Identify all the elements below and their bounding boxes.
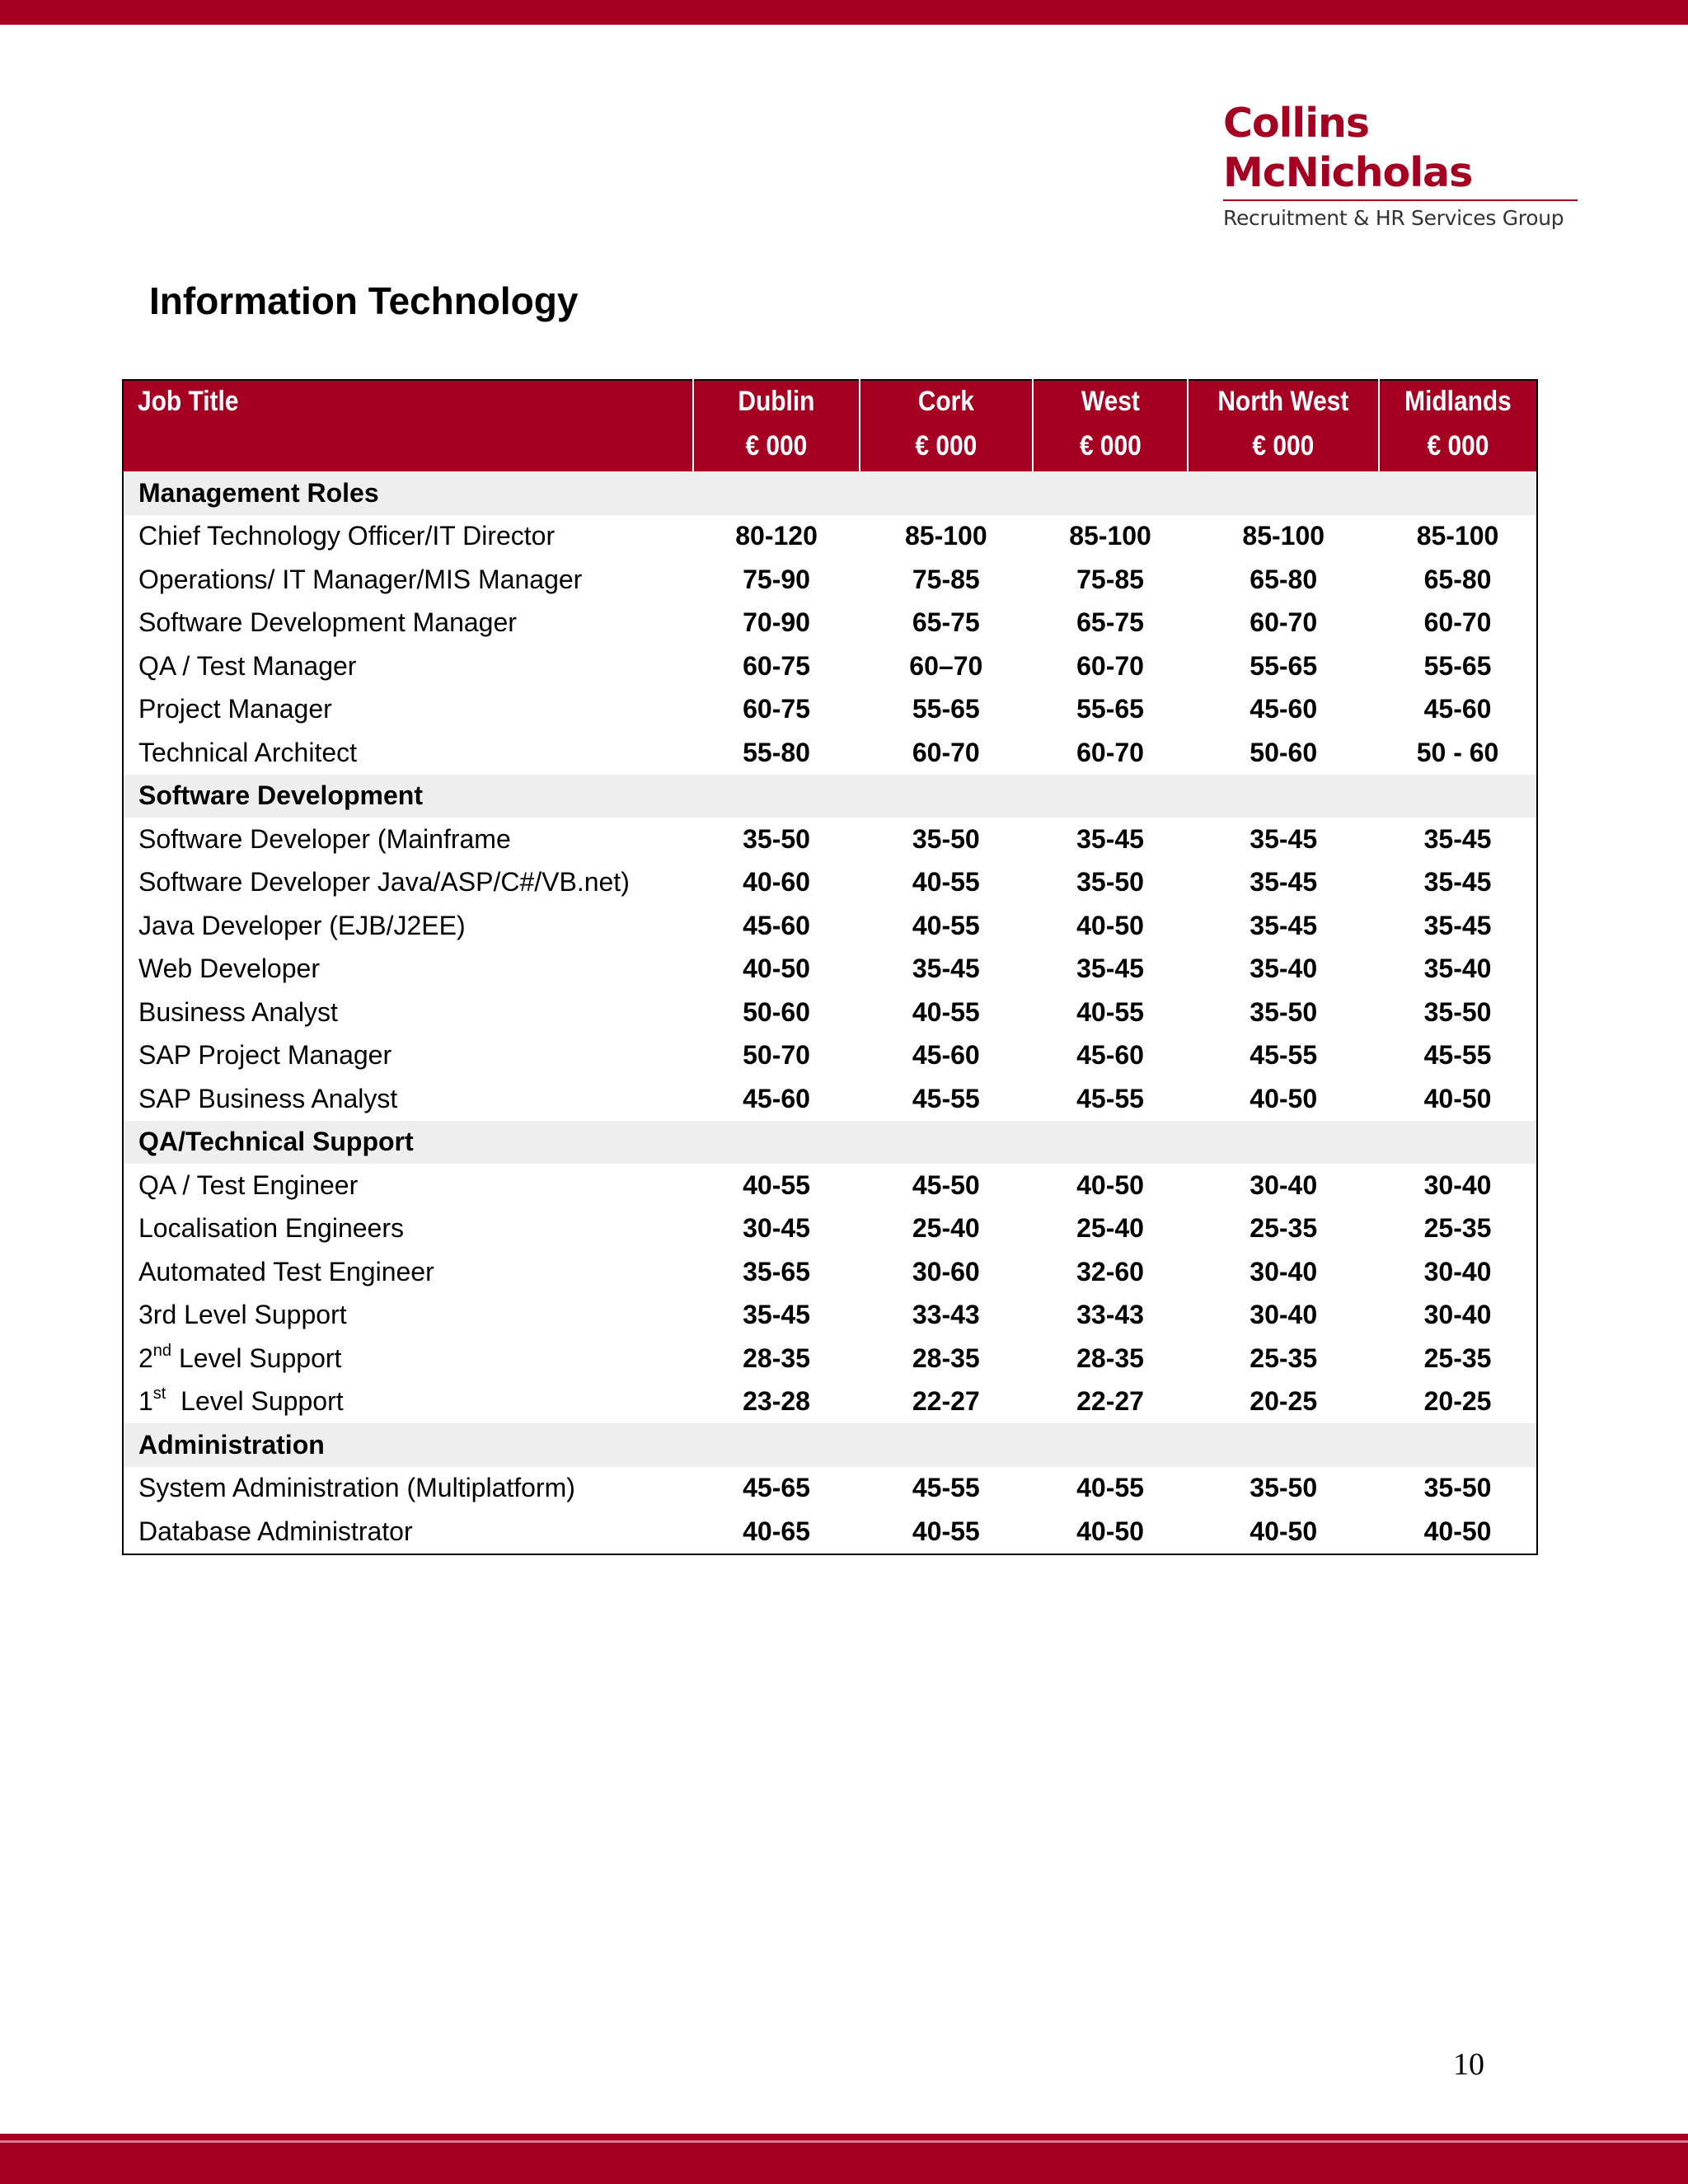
section-heading: QA/Technical Support	[123, 1121, 1537, 1165]
job-title-cell	[123, 731, 693, 775]
logo-underline	[1223, 199, 1578, 201]
salary-range-cell: 40-55	[912, 910, 980, 940]
salary-range-cell: 25-40	[1076, 1213, 1144, 1244]
salary-range-cell: 25-35	[1250, 1213, 1318, 1244]
salary-range-cell: 40-55	[1076, 1473, 1144, 1503]
salary-range-cell: 40-55	[743, 1169, 810, 1200]
job-title-text: QA / Test Engineer	[138, 1169, 359, 1200]
salary-range-cell: 40-50	[1423, 1083, 1492, 1113]
salary-range-cell: 35-45	[1250, 867, 1318, 898]
salary-range-cell: 35-45	[1250, 910, 1318, 940]
job-title-rest: Level Support	[171, 1343, 342, 1373]
job-title-cell	[123, 1380, 693, 1424]
job-title-cell	[123, 1510, 693, 1554]
section-heading: Administration	[123, 1423, 1537, 1467]
table-row	[123, 1510, 1537, 1554]
salary-range-cell: 40-50	[1076, 910, 1144, 940]
column-header-unit: € 000	[745, 430, 808, 462]
table-row	[123, 644, 1537, 688]
salary-range-cell: 65-75	[1076, 607, 1144, 638]
job-title-rest: Level Support	[166, 1386, 344, 1417]
top-color-band	[0, 0, 1688, 25]
ordinal-suffix: st	[152, 1385, 166, 1404]
section-heading: Management Roles	[123, 471, 1537, 515]
column-header-label: Job Title	[138, 386, 239, 417]
column-header-label: Dublin	[738, 386, 815, 417]
job-title-text: Software Developer (Mainframe	[138, 823, 511, 854]
job-title-text: 1	[138, 1386, 153, 1417]
salary-range-cell: 35-45	[1250, 823, 1318, 854]
salary-range-cell: 45-55	[1423, 1040, 1492, 1071]
salary-range-cell: 35-65	[743, 1256, 810, 1286]
salary-range-cell: 40-60	[743, 867, 810, 898]
salary-range-cell: 55-65	[912, 694, 980, 724]
salary-range-cell: 70-90	[743, 607, 810, 638]
job-title-text: Software Developer Java/ASP/C#/VB.net)	[138, 867, 630, 898]
salary-range-cell: 80-120	[735, 521, 818, 551]
job-title-cell	[123, 1207, 693, 1251]
job-title-cell	[123, 602, 693, 645]
company-logo	[1223, 99, 1578, 230]
section-heading: Software Development	[123, 775, 1537, 818]
job-title-text: Technical Architect	[138, 737, 358, 767]
job-title-cell	[123, 991, 693, 1034]
salary-range-cell: 60-70	[912, 737, 980, 767]
salary-range-cell: 40-55	[912, 867, 980, 898]
salary-range-cell: 30-40	[1250, 1256, 1318, 1286]
job-title-cell	[123, 1294, 693, 1338]
salary-range-cell: 25-35	[1423, 1343, 1492, 1373]
salary-range-cell: 35-45	[912, 954, 980, 984]
salary-range-cell: 40-50	[1076, 1516, 1144, 1546]
table-row	[123, 1077, 1537, 1121]
salary-range-cell: 40-55	[1076, 996, 1144, 1027]
logo-brand-name: Collins McNicholas	[1223, 100, 1473, 196]
column-header-unit: € 000	[1079, 430, 1142, 462]
salary-range-cell: 65-80	[1423, 564, 1492, 594]
salary-range-cell: 35-50	[1423, 1473, 1492, 1503]
column-header-region	[1379, 380, 1537, 471]
table-row	[123, 818, 1537, 861]
salary-range-cell: 45-65	[743, 1473, 810, 1503]
job-title-text: System Administration (Multiplatform)	[138, 1473, 575, 1503]
table-row	[123, 1380, 1537, 1424]
column-header-unit: € 000	[1252, 430, 1315, 462]
page-title: Information Technology	[149, 279, 579, 322]
salary-range-cell: 60-70	[1423, 607, 1492, 638]
table-row	[123, 688, 1537, 732]
column-header-unit: € 000	[915, 430, 978, 462]
salary-range-cell: 35-45	[1076, 954, 1144, 984]
salary-range-cell: 85-100	[904, 521, 987, 551]
salary-range-cell: 35-45	[743, 1300, 810, 1330]
salary-range-cell: 20-25	[1423, 1386, 1492, 1417]
column-header-label: North West	[1217, 386, 1349, 417]
column-header-label: West	[1081, 386, 1140, 417]
column-header-region	[1188, 380, 1379, 471]
salary-range-cell: 45-60	[1423, 694, 1492, 724]
salary-range-cell: 33-43	[912, 1300, 980, 1330]
salary-range-cell: 60-70	[1076, 650, 1144, 681]
salary-range-cell: 75-85	[912, 564, 980, 594]
salary-range-cell: 30-45	[743, 1213, 810, 1244]
header-row	[123, 380, 1537, 471]
job-title-text: Database Administrator	[138, 1516, 413, 1546]
salary-range-cell: 35-40	[1250, 954, 1318, 984]
table-row	[123, 991, 1537, 1034]
job-title-cell	[123, 644, 693, 688]
salary-range-cell: 28-35	[1076, 1343, 1144, 1373]
column-header-unit: € 000	[1427, 430, 1489, 462]
salary-range-cell: 85-100	[1242, 521, 1325, 551]
column-header-region	[1033, 380, 1189, 471]
salary-range-cell: 55-80	[743, 737, 810, 767]
table-row	[123, 558, 1537, 602]
job-title-cell	[123, 558, 693, 602]
table-row	[123, 1467, 1537, 1511]
job-title-text: Web Developer	[138, 954, 320, 984]
salary-range-cell: 60-70	[1250, 607, 1318, 638]
salary-range-cell: 35-50	[1250, 1473, 1318, 1503]
salary-range-cell: 45-60	[1250, 694, 1318, 724]
section-row	[123, 775, 1537, 818]
salary-range-cell: 35-50	[912, 823, 980, 854]
salary-range-cell: 65-75	[912, 607, 980, 638]
salary-range-cell: 35-45	[1423, 867, 1492, 898]
section-row	[123, 471, 1537, 515]
salary-range-cell: 55-65	[1250, 650, 1318, 681]
table-row	[123, 1337, 1537, 1380]
salary-range-cell: 50-60	[1250, 737, 1318, 767]
salary-range-cell: 40-50	[1250, 1083, 1318, 1113]
salary-range-cell: 75-90	[743, 564, 810, 594]
job-title-cell	[123, 948, 693, 991]
salary-range-cell: 35-40	[1423, 954, 1492, 984]
salary-range-cell: 35-50	[1250, 996, 1318, 1027]
job-title-cell	[123, 515, 693, 559]
job-title-cell	[123, 861, 693, 905]
job-title-text: Software Development Manager	[138, 607, 517, 638]
job-title-cell	[123, 1164, 693, 1207]
salary-range-cell: 45-60	[912, 1040, 980, 1071]
salary-range-cell: 60–70	[909, 650, 983, 681]
salary-table	[122, 379, 1538, 1555]
job-title-text: Localisation Engineers	[138, 1213, 404, 1244]
salary-range-cell: 45-50	[912, 1169, 980, 1200]
salary-range-cell: 50-60	[743, 996, 810, 1027]
table-row	[123, 861, 1537, 905]
salary-range-cell: 20-25	[1250, 1386, 1318, 1417]
table-row	[123, 1294, 1537, 1338]
job-title-text: SAP Project Manager	[138, 1040, 392, 1071]
column-header-region	[693, 380, 860, 471]
job-title-text: Automated Test Engineer	[138, 1256, 434, 1286]
salary-range-cell: 45-55	[1250, 1040, 1318, 1071]
salary-range-cell: 25-40	[912, 1213, 980, 1244]
salary-range-cell: 40-50	[1250, 1516, 1318, 1546]
salary-range-cell: 45-55	[1076, 1083, 1144, 1113]
table-row	[123, 602, 1537, 645]
salary-range-cell: 30-40	[1423, 1256, 1492, 1286]
salary-range-cell: 45-55	[912, 1083, 980, 1113]
salary-range-cell: 45-60	[743, 910, 810, 940]
salary-range-cell: 35-50	[743, 823, 810, 854]
bottom-band-stripe	[0, 2140, 1688, 2143]
salary-range-cell: 40-50	[743, 954, 810, 984]
job-title-text: Business Analyst	[138, 996, 338, 1027]
salary-range-cell: 50-70	[743, 1040, 810, 1071]
salary-range-cell: 28-35	[743, 1343, 810, 1373]
salary-table-header	[123, 380, 1537, 471]
column-header-label: Midlands	[1404, 386, 1512, 417]
salary-range-cell: 45-60	[743, 1083, 810, 1113]
job-title-cell	[123, 1337, 693, 1380]
job-title-text: 3rd Level Support	[138, 1300, 347, 1330]
ordinal-suffix: nd	[152, 1341, 172, 1360]
job-title-cell	[123, 904, 693, 948]
salary-range-cell: 22-27	[1076, 1386, 1144, 1417]
salary-range-cell: 35-50	[1076, 867, 1144, 898]
salary-range-cell: 30-40	[1423, 1300, 1492, 1330]
salary-range-cell: 60-70	[1076, 737, 1144, 767]
salary-range-cell: 85-100	[1069, 521, 1151, 551]
salary-range-cell: 22-27	[912, 1386, 980, 1417]
table-row	[123, 731, 1537, 775]
table-row	[123, 515, 1537, 559]
job-title-text: QA / Test Manager	[138, 650, 357, 681]
salary-range-cell: 35-50	[1423, 996, 1492, 1027]
job-title-text: 2	[138, 1343, 153, 1373]
salary-range-cell: 45-55	[912, 1473, 980, 1503]
salary-range-cell: 40-65	[743, 1516, 810, 1546]
column-header-region	[860, 380, 1033, 471]
page-number: 10	[1453, 2047, 1484, 2082]
section-row	[123, 1121, 1537, 1165]
table-row	[123, 1250, 1537, 1294]
salary-range-cell: 30-40	[1250, 1169, 1318, 1200]
salary-range-cell: 55-65	[1423, 650, 1492, 681]
section-row	[123, 1423, 1537, 1467]
salary-range-cell: 40-50	[1076, 1169, 1144, 1200]
column-header-label: Cork	[917, 386, 974, 417]
job-title-text: Java Developer (EJB/J2EE)	[138, 910, 466, 940]
job-title-cell	[123, 1467, 693, 1511]
salary-range-cell: 25-35	[1250, 1343, 1318, 1373]
job-title-text: SAP Business Analyst	[138, 1083, 398, 1113]
salary-range-cell: 50 - 60	[1416, 737, 1499, 767]
salary-range-cell: 30-40	[1250, 1300, 1318, 1330]
table-row	[123, 904, 1537, 948]
salary-range-cell: 35-45	[1423, 910, 1492, 940]
bottom-color-band	[0, 2134, 1688, 2184]
column-header-job-title	[123, 380, 693, 471]
job-title-text: Chief Technology Officer/IT Director	[138, 521, 556, 551]
salary-range-cell: 75-85	[1076, 564, 1144, 594]
salary-range-cell: 40-50	[1423, 1516, 1492, 1546]
salary-range-cell: 25-35	[1423, 1213, 1492, 1244]
salary-range-cell: 23-28	[743, 1386, 810, 1417]
job-title-cell	[123, 1250, 693, 1294]
salary-range-cell: 30-40	[1423, 1169, 1492, 1200]
table-row	[123, 1164, 1537, 1207]
job-title-cell	[123, 688, 693, 732]
salary-range-cell: 28-35	[912, 1343, 980, 1373]
salary-range-cell: 33-43	[1076, 1300, 1144, 1330]
table-row	[123, 1207, 1537, 1251]
salary-range-cell: 35-45	[1076, 823, 1144, 854]
salary-range-cell: 55-65	[1076, 694, 1144, 724]
salary-range-cell: 85-100	[1416, 521, 1499, 551]
job-title-text: Operations/ IT Manager/MIS Manager	[138, 564, 583, 594]
salary-table-body	[123, 471, 1537, 1554]
job-title-cell	[123, 1034, 693, 1078]
job-title-cell	[123, 1077, 693, 1121]
table-row	[123, 948, 1537, 991]
salary-range-cell: 32-60	[1076, 1256, 1144, 1286]
logo-tagline: Recruitment & HR Services Group	[1223, 206, 1564, 230]
table-row	[123, 1034, 1537, 1078]
salary-range-cell: 60-75	[743, 650, 810, 681]
salary-range-cell: 60-75	[743, 694, 810, 724]
salary-range-cell: 35-45	[1423, 823, 1492, 854]
job-title-text: Project Manager	[138, 694, 332, 724]
salary-range-cell: 65-80	[1250, 564, 1318, 594]
salary-range-cell: 30-60	[912, 1256, 980, 1286]
job-title-cell	[123, 818, 693, 861]
salary-range-cell: 40-55	[912, 1516, 980, 1546]
salary-range-cell: 45-60	[1076, 1040, 1144, 1071]
salary-range-cell: 40-55	[912, 996, 980, 1027]
